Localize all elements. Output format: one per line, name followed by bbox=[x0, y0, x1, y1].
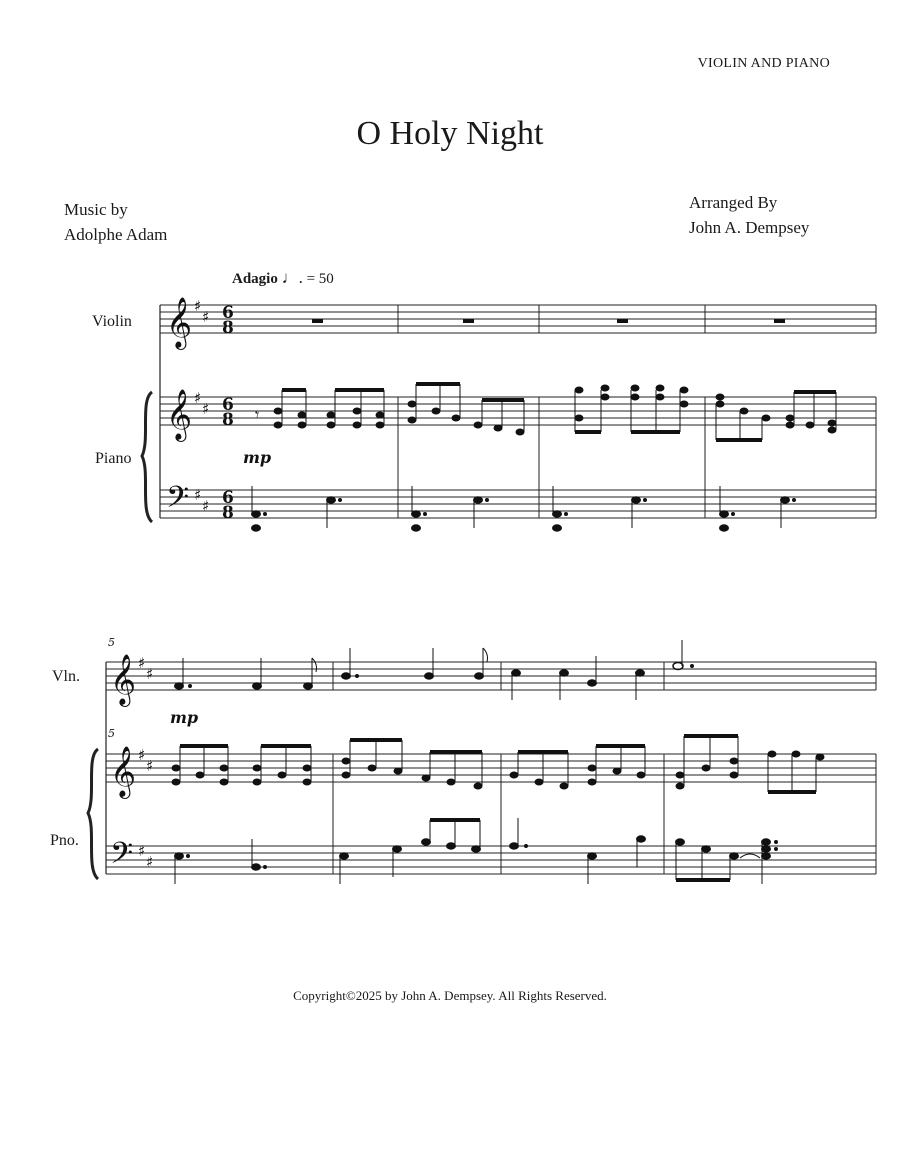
time-sig-top: 6 bbox=[222, 395, 234, 415]
piano-treble-notes-s1 bbox=[255, 384, 836, 440]
arranger-line-1: Arranged By bbox=[689, 193, 778, 212]
dynamic-marking: mp bbox=[243, 448, 272, 467]
piano-bass-notes-s1 bbox=[252, 486, 796, 531]
violin-staff bbox=[106, 662, 876, 690]
piano-bass-staff bbox=[160, 490, 876, 518]
tempo-label: Adagio bbox=[232, 271, 278, 287]
sharp-icon: ♯ bbox=[202, 497, 210, 515]
edition-label: VIOLIN AND PIANO bbox=[697, 56, 830, 71]
treble-clef-icon: 𝄞 bbox=[110, 654, 137, 705]
brace-icon bbox=[88, 749, 98, 879]
bass-clef-icon: 𝄢 bbox=[166, 481, 190, 522]
brace-icon bbox=[142, 392, 152, 522]
violin-label: Violin bbox=[92, 313, 132, 330]
violin-notes-s2 bbox=[175, 640, 694, 700]
violin-short-label: Vln. bbox=[52, 668, 80, 685]
arranger-name: John A. Dempsey bbox=[689, 218, 810, 237]
sharp-icon: ♯ bbox=[202, 308, 210, 326]
sharp-icon: ♯ bbox=[194, 297, 202, 315]
rest-icon bbox=[312, 319, 785, 323]
time-sig-bottom: 8 bbox=[222, 410, 234, 430]
tempo-value: = 50 bbox=[306, 271, 334, 287]
treble-clef-icon: 𝄞 bbox=[166, 389, 193, 440]
sharp-icon: ♯ bbox=[146, 853, 154, 871]
sharp-icon: ♯ bbox=[194, 486, 202, 504]
composer-line-1: Music by bbox=[64, 200, 128, 219]
piano-label: Piano bbox=[95, 450, 132, 467]
treble-clef-icon: 𝄞 bbox=[166, 297, 193, 348]
violin-staff bbox=[160, 305, 876, 333]
time-sig-top: 6 bbox=[222, 488, 234, 508]
piano-treble-notes-s2 bbox=[172, 736, 824, 792]
treble-clef-icon: 𝄞 bbox=[110, 746, 137, 797]
time-sig-bottom: 8 bbox=[222, 318, 234, 338]
sharp-icon: ♯ bbox=[146, 665, 154, 683]
sharp-icon: ♯ bbox=[194, 389, 202, 407]
piano-bass-staff bbox=[106, 846, 876, 874]
composer-name: Adolphe Adam bbox=[64, 225, 168, 244]
sharp-icon: ♯ bbox=[202, 400, 210, 418]
measure-number: 5 bbox=[108, 636, 115, 649]
sharp-icon: ♯ bbox=[146, 757, 154, 775]
sharp-icon: ♯ bbox=[138, 654, 146, 672]
piano-short-label: Pno. bbox=[50, 832, 79, 849]
time-sig-top: 6 bbox=[222, 303, 234, 323]
measure-number: 5 bbox=[108, 727, 115, 740]
sharp-icon: ♯ bbox=[138, 746, 146, 764]
svg-text:𝄾: 𝄾 bbox=[255, 405, 260, 424]
dynamic-marking: mp bbox=[170, 708, 199, 727]
tempo-note-icon: ♩. bbox=[281, 268, 303, 287]
bass-clef-icon: 𝄢 bbox=[110, 837, 134, 878]
piece-title: O Holy Night bbox=[356, 115, 544, 152]
copyright-notice: Copyright©2025 by John A. Dempsey. All Rights Reserved. bbox=[293, 988, 607, 1003]
time-sig-bottom: 8 bbox=[222, 503, 234, 523]
sharp-icon: ♯ bbox=[138, 842, 146, 860]
